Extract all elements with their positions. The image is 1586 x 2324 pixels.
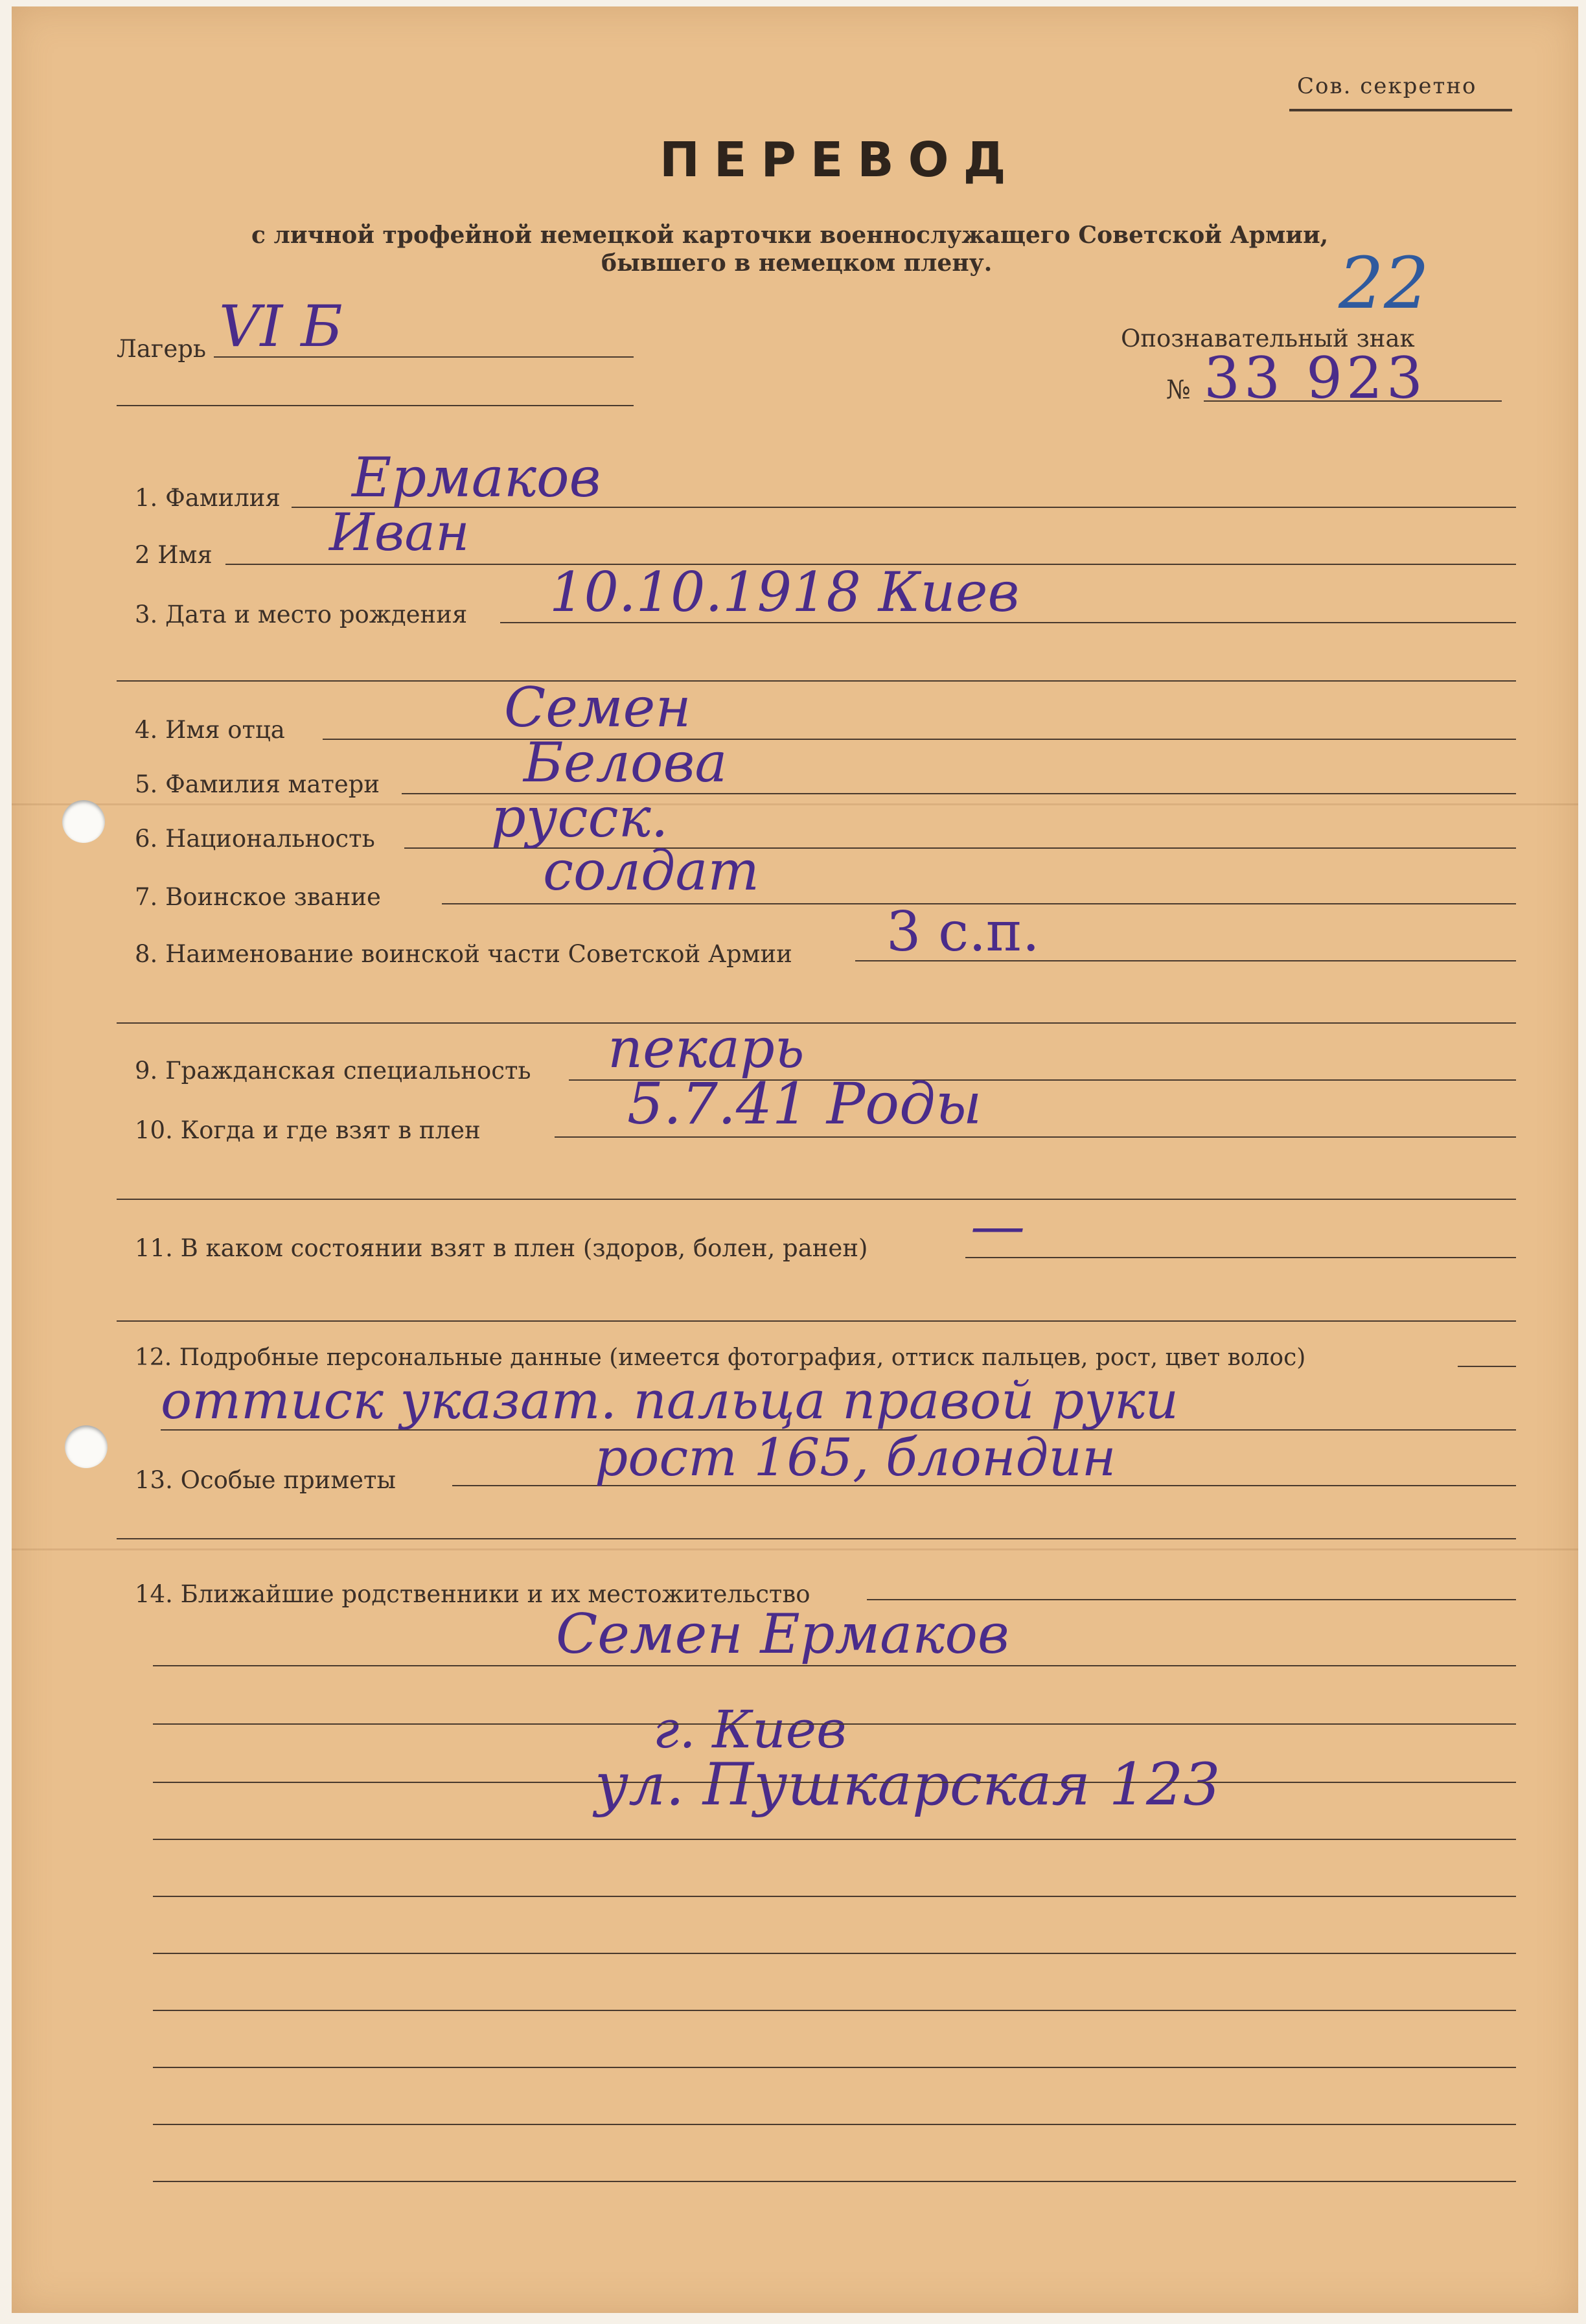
secrecy-stamp: Сов. секретно <box>1297 73 1477 99</box>
punch-hole <box>65 1425 108 1468</box>
field-14-line-4 <box>153 1782 1516 1783</box>
camp-label: Лагерь <box>117 335 207 363</box>
field-11-line-2 <box>117 1320 1516 1322</box>
field-10-label: 10. Когда и где взят в плен <box>135 1116 481 1144</box>
document-sheet <box>12 6 1578 2313</box>
field-9-label: 9. Гражданская специальность <box>135 1057 531 1085</box>
field-14-line-7 <box>153 1953 1516 1954</box>
field-14-line-5 <box>153 1839 1516 1840</box>
field-11-label: 11. В каком состоянии взят в плен (здоров, болен, ранен) <box>135 1234 868 1262</box>
field-14-value-line-2: г. Киев <box>653 1699 847 1760</box>
field-13-value: рост 165, блондин <box>595 1427 1116 1488</box>
field-8-value: 3 с.п. <box>886 900 1040 963</box>
field-8-line-2 <box>117 1022 1516 1024</box>
field-4-value: Семен <box>504 676 691 739</box>
field-14-value-line-3: ул. Пушкарская 123 <box>595 1751 1221 1819</box>
camp-line-2 <box>117 405 634 406</box>
field-14-line-8 <box>153 2010 1516 2011</box>
subtitle-line-2: бывшего в немецком плену. <box>601 249 993 277</box>
field-3-label: 3. Дата и место рождения <box>135 601 468 628</box>
subtitle-line-1: с личной трофейной немецкой карточки военнослужащего Советской Армии, <box>251 222 1329 249</box>
field-4-label: 4. Имя отца <box>135 716 285 744</box>
field-1-label: 1. Фамилия <box>135 484 281 512</box>
field-13-label: 13. Особые приметы <box>135 1466 396 1494</box>
field-14-line <box>867 1599 1516 1600</box>
field-14-line-2 <box>153 1665 1516 1666</box>
field-5-label: 5. Фамилия матери <box>135 770 380 798</box>
field-14-line-9 <box>153 2067 1516 2068</box>
field-12-line <box>1458 1366 1516 1367</box>
field-6-value: русск. <box>491 786 669 849</box>
field-3-line-2 <box>117 680 1516 682</box>
field-8-label: 8. Наименование воинской части Советской Армии <box>135 940 792 968</box>
stamp-underline <box>1289 109 1512 111</box>
punch-hole <box>62 800 105 843</box>
field-10-line-2 <box>117 1199 1516 1200</box>
paper-fold <box>12 1548 1578 1550</box>
field-2-value: Иван <box>329 502 470 562</box>
field-14-label: 14. Ближайшие родственники и их местожительство <box>135 1580 810 1608</box>
field-4-line <box>323 739 1516 740</box>
field-13-line-2 <box>117 1538 1516 1539</box>
badge-label: Опознавательный знак <box>1121 325 1415 352</box>
field-3-value: 10.10.1918 Киев <box>549 560 1020 624</box>
field-14-line-11 <box>153 2181 1516 2182</box>
field-11-line <box>965 1257 1516 1258</box>
field-7-value: солдат <box>543 839 760 903</box>
document-title: ПЕРЕВОД <box>660 132 1020 188</box>
badge-number-prefix: № <box>1166 375 1191 405</box>
camp-value: VI Б <box>219 293 343 360</box>
field-12-value: оттиск указат. пальца правой руки <box>161 1370 1179 1431</box>
field-7-label: 7. Воинское звание <box>135 883 381 911</box>
field-1-value: Ермаков <box>352 446 601 509</box>
field-2-label: 2 Имя <box>135 541 213 569</box>
field-5-value: Белова <box>523 731 728 794</box>
field-6-label: 6. Национальность <box>135 825 375 853</box>
field-14-line-10 <box>153 2124 1516 2125</box>
field-10-value: 5.7.41 Роды <box>627 1070 982 1137</box>
field-14-line-3 <box>153 1723 1516 1725</box>
margin-note: 22 <box>1339 242 1429 325</box>
field-11-value: — <box>971 1194 1025 1258</box>
field-14-line-6 <box>153 1896 1516 1897</box>
field-12-label: 12. Подробные персональные данные (имеется фотография, оттиск пальцев, рост, цвет волос) <box>135 1344 1306 1371</box>
field-14-value-line-1: Семен Ермаков <box>556 1602 1009 1666</box>
paper-fold <box>12 803 1578 805</box>
field-9-value: пекарь <box>608 1017 805 1080</box>
badge-number: 33 923 <box>1204 345 1427 411</box>
